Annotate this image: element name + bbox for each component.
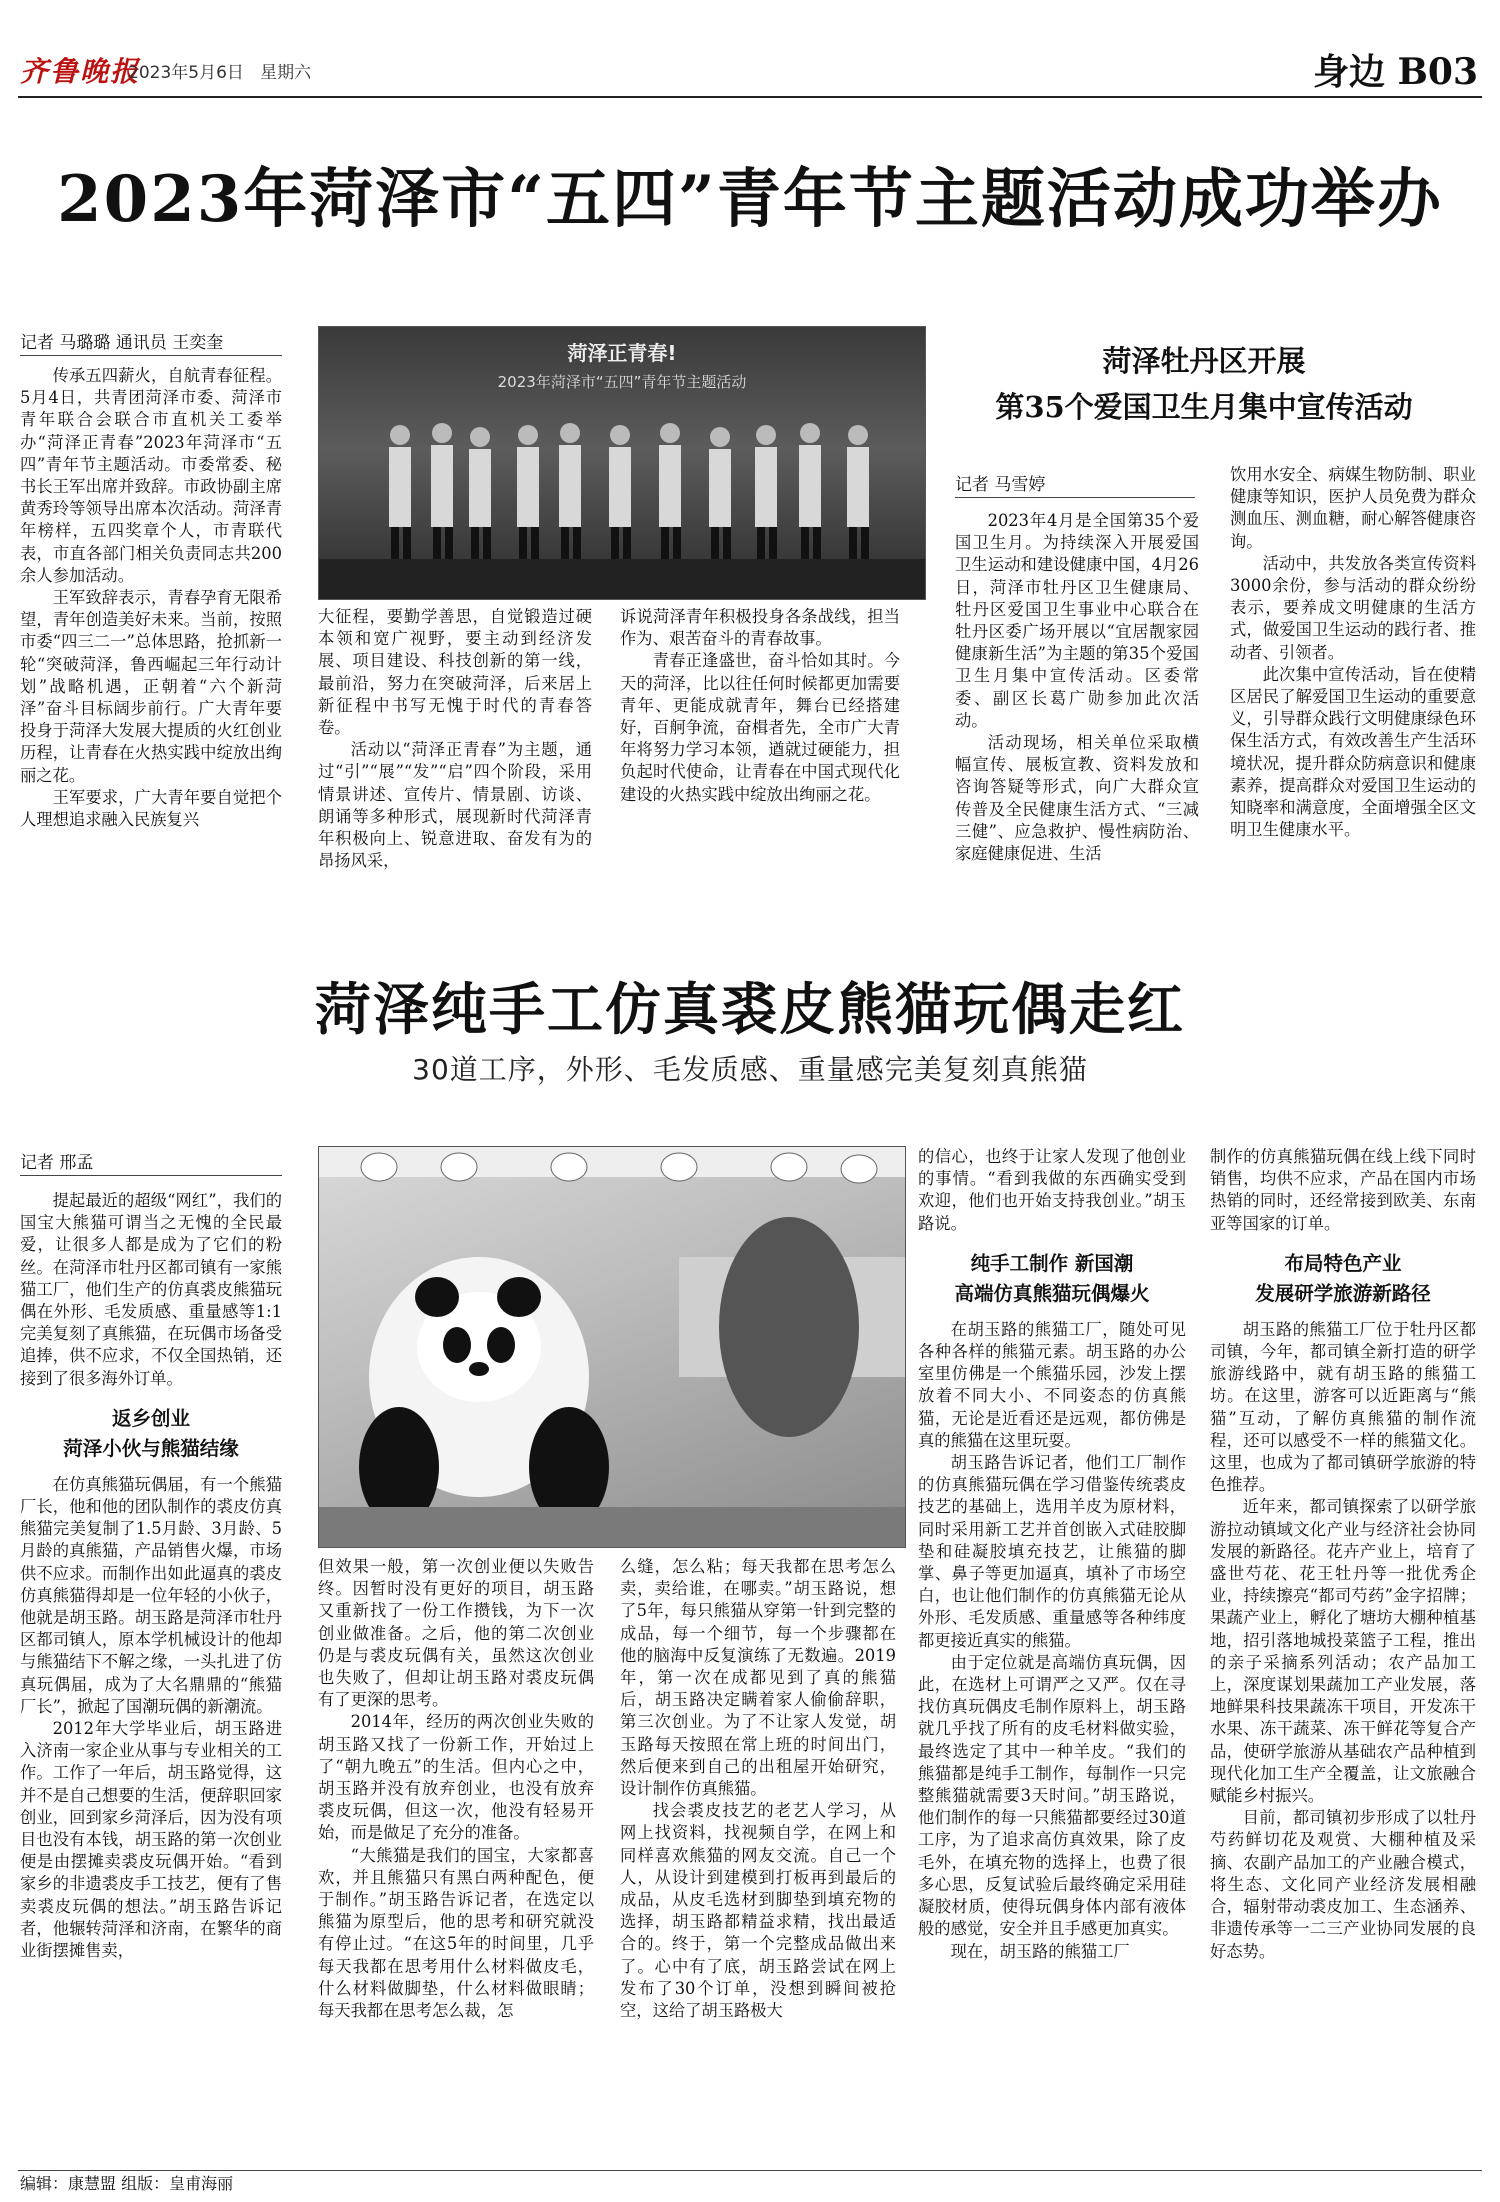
story1-column-2	[318, 606, 592, 872]
paragraph: 传承五四薪火，自航青春征程。5月4日，共青团菏泽市委、菏泽市青年联合会联合市直机关工委举办“菏泽正青春”2023年菏泽市“五四”青年节主题活动。市委常委、秘书长王军出席并致辞。市政协副主席黄秀玲等领导出席本次活动。菏泽青年榜样，五四奖章个人，市青联代表，市直各部门相关负责同志共200余人参加活动。	[20, 366, 282, 585]
date: 2023年5月6日	[128, 63, 244, 83]
panda-workshop-graphic	[319, 1147, 905, 1547]
paragraph: 诉说菏泽青年积极投身各条战线，担当作为、艰苦奋斗的青春故事。	[620, 607, 900, 649]
story1-headline: 2023年菏泽市“五四”青年节主题活动成功举办	[57, 162, 1443, 237]
paragraph: “大熊猫是我们的国宝，大家都喜欢，并且熊猫只有黑白两种配色，便于制作。”胡玉路告诉记者，在选定以熊猫为原型后，他的思考和研究就没有停止过。“在这5年的时间里，几乎每天我都在思考用什么材料做皮毛，什么材料做脚垫，什么材料做眼睛；每天我都在思考怎么裁，怎	[318, 1845, 594, 2021]
paragraph: 的信心，也终于让家人发现了他创业的事情。“看到我做的东西确实受到欢迎，他们也开始支持我创业。”胡玉路说。	[918, 1147, 1186, 1233]
paragraph: 胡玉路的熊猫工厂位于牡丹区都司镇，今年，都司镇全新打造的研学旅游线路中，就有胡玉路的熊猫工坊。在这里，游客可以近距离与“熊猫”互动，了解仿真熊猫的制作流程，还可以感受不一样的熊猫文化。这里，也成为了都司镇研学旅游的特色推荐。	[1210, 1319, 1476, 1495]
paragraph: 在胡玉路的熊猫工厂，随处可见各种各样的熊猫元素。胡玉路的办公室里仿佛是一个熊猫乐园，沙发上摆放着不同大小、不同姿态的仿真熊猫，无论是近看还是远观，都仿佛是真的熊猫在这里玩耍。	[918, 1319, 1186, 1450]
paragraph: 青春正逢盛世，奋斗恰如其时。今天的菏泽，比以往任何时候都更加需要青年、更能成就青年，舞台已经搭建好，百舸争流，奋楫者先，全市广大青年将努力学习本领，遒就过硬能力，担负起时代使命，让青春在中国式现代化建设的火热实践中绽放出绚丽之花。	[620, 651, 900, 804]
story3-column-1	[20, 1190, 282, 1962]
section-label: 身边 B03	[1312, 51, 1478, 93]
stage-people-graphic	[319, 327, 925, 599]
subhead-line: 发展研学旅游新路径	[1255, 1281, 1431, 1305]
paragraph: 在仿真熊猫玩偶届，有一个熊猫厂长，他和他的团队制作的裘皮仿真熊猫完美复制了1.5月龄、3月龄、5月龄的真熊猫，产品销售火爆，市场供不应求。而制作出如此逼真的裘皮仿真熊猫得却是一位年轻的小伙子，他就是胡玉路。胡玉路是菏泽市牡丹区都司镇人，原本学机械设计的他却与熊猫结下不解之缘，一头扎进了仿真玩偶届，成为了大名鼎鼎的“熊猫厂长”，掀起了国潮玩偶的新潮流。	[20, 1474, 282, 1716]
paragraph: 活动中，共发放各类宣传资料3000余份，参与活动的群众纷纷表示，要养成文明健康的生活方式，做爱国卫生运动的践行者、推动者、引领者。	[1230, 553, 1476, 662]
story1-column-1	[20, 365, 282, 831]
subhead-line: 布局特色产业	[1284, 1251, 1402, 1275]
weekday: 星期六	[260, 63, 312, 83]
photo-banner: 菏泽正青春!	[567, 341, 677, 365]
story1-column-3	[620, 606, 900, 806]
story1-byline: 记者 马璐璐 通讯员 王奕奎	[20, 328, 282, 356]
story3-column-2	[318, 1556, 594, 2022]
paragraph: 2012年大学毕业后，胡玉路进入济南一家企业从事与专业相关的工作。工作了一年后，胡玉路觉得，这并不是自己想要的生活，便辞职回家创业，回到家乡菏泽后，因为没有项目也没有本钱，胡玉路的第一次创业便是由摆摊卖裘皮玩偶开始。“看到家乡的非遗裘皮手工技艺，便有了售卖裘皮玩偶的想法。”胡玉路告诉记者，他辗转菏泽和济南，在繁华的商业街摆摊售卖，	[20, 1719, 282, 1961]
subhead-line: 菏泽小伙与熊猫结缘	[63, 1436, 239, 1460]
story3-column-4	[918, 1146, 1186, 1963]
paragraph: 2014年，经历的两次创业失败的胡玉路又找了一份新工作，开始过上了“朝九晚五”的生活。但内心之中，胡玉路并没有放弃创业，也没有放弃裘皮玩偶，但这一次，他没有轻易开始，而是做足了充分的准备。	[318, 1712, 594, 1843]
paragraph: 近年来，都司镇探索了以研学旅游拉动镇域文化产业与经济社会协同发展的新路径。花卉产业上，培育了盛世芍花、花王牡丹等一批优秀企业，持续擦亮“都司芍药”金字招牌；果蔬产业上，孵化了塘坊大棚种植基地，招引落地城投菜篮子工程，推出的亲子采摘系列活动；农产品加工上，深度谋划果蔬加工产业发展，落地鲜果科技果蔬冻干项目，开发冻干水果、冻干蔬菜、冻干鲜花等复合产品，使研学旅游从基础农产品种植到现代化加工生产全覆盖，让文旅融合赋能乡村振兴。	[1210, 1497, 1476, 1806]
masthead-rule	[18, 96, 1482, 98]
paragraph: 现在，胡玉路的熊猫工厂	[950, 1941, 1130, 1961]
paragraph: 王军致辞表示，青春孕育无限希望，青年创造美好未来。当前，按照市委“四三二一”总体思路，抢抓新一轮“突破菏泽，鲁西崛起三年行动计划”战略机遇，正朝着“六个新菏泽”奋斗目标阔步前行。广大青年要投身于菏泽大发展大提质的火红创业历程，让青春在火热实践中绽放出绚丽之花。	[20, 588, 282, 785]
subhead-handmade	[918, 1249, 1186, 1309]
story3-byline: 记者 邢孟	[20, 1148, 282, 1176]
subhead-study-tour	[1210, 1249, 1476, 1309]
story3-column-3	[620, 1556, 896, 2022]
subhead-line: 返乡创业	[111, 1406, 190, 1430]
story2-headline-line2: 第35个爱国卫生月集中宣传活动	[995, 390, 1413, 424]
story2-column-1	[955, 510, 1199, 865]
paragraph: 此次集中宣传活动，旨在使精区居民了解爱国卫生运动的重要意义，引导群众践行文明健康绿色环保生活方式，有效改善生产生活环境状况，提升群众防病意识和健康素养，提高群众对爱国卫生运动的知晓率和满意度，全面增强全区文明卫生健康水平。	[1230, 664, 1476, 840]
story2-headline-line1: 菏泽牡丹区开展	[1102, 344, 1306, 378]
footer-credits: 编辑：康慧盟 组版：皇甫海丽	[20, 2174, 234, 2193]
subhead-line: 纯手工制作 新国潮	[970, 1251, 1134, 1275]
paragraph: 大征程，要勤学善思，自觉锻造过硬本领和宽广视野，要主动到经济发展、项目建设、科技创新的第一线，最前沿，努力在突破菏泽，后来居上新征程中书写无愧于时代的青春答卷。	[318, 607, 592, 738]
paragraph: 由于定位就是高端仿真玩偶，因此，在选材上可谓严之又严。仅在寻找仿真玩偶皮毛制作原料上，胡玉路就几乎找了所有的皮毛材料做实验，最终选定了其中一种羊皮。“我们的熊猫都是纯手工制作，每制作一只完整熊猫就需要3天时间。”胡玉路说，他们制作的每一只熊猫都要经过30道工序，为了追求高仿真效果，除了皮毛外，在填充物的选择上，也费了很多心思，反复试验后最终确定采用硅凝胶材质，使得玩偶身体内部有液体般的感觉，安全并且手感更加真实。	[918, 1652, 1186, 1939]
dateline	[128, 58, 311, 83]
paragraph: 活动以“菏泽正青春”为主题，通过“引”“展”“发”“启”四个阶段，采用情景讲述、宣传片、情景剧、访谈、朗诵等多种形式，展现新时代菏泽青年积极向上、锐意进取、奋发有为的昂扬风采，	[318, 740, 592, 871]
story2-column-2	[1230, 464, 1476, 841]
story3-column-5	[1210, 1146, 1476, 1963]
paragraph: 王军要求，广大青年要自觉把个人理想追求融入民族复兴	[20, 787, 282, 830]
story3-headline: 菏泽纯手工仿真裘皮熊猫玩偶走红	[315, 977, 1185, 1043]
paragraph: 目前，都司镇初步形成了以牡丹芍药鲜切花及观赏、大棚种植及采摘、农副产品加工的产业融合模式，将生态、文化同产业经济发展相融合，辐射带动裘皮加工、生态涵养、非遗传承等一二三产业协同发展的良好态势。	[1210, 1808, 1476, 1961]
subhead-return-home	[20, 1404, 282, 1464]
story2-headline	[934, 338, 1474, 430]
photo-caption: 2023年菏泽市“五四”青年节主题活动	[497, 373, 747, 391]
story2-byline: 记者 马雪婷	[955, 470, 1195, 498]
paragraph: 饮用水安全、病媒生物防制、职业健康等知识，医护人员免费为群众测血压、测血糖，耐心解答健康咨询。	[1230, 465, 1476, 551]
story3-subheadline: 30道工序，外形、毛发质感、重量感完美复刻真熊猫	[412, 1053, 1088, 1086]
paragraph: 活动现场，相关单位采取横幅宣传、展板宣教、资料发放和咨询答疑等形式，向广大群众宣传普及全民健康生活方式、“三减三健”、应急救护、慢性病防治、家庭健康促进、生活	[955, 733, 1199, 864]
footer-rule	[18, 2170, 1482, 2171]
newspaper-logo: 齐鲁晚报	[20, 55, 141, 88]
paragraph: 但效果一般，第一次创业便以失败告终。因暂时没有更好的项目，胡玉路又重新找了一份工作攒钱，为下一次创业做准备。之后，他的第二次创业仍是与裘皮玩偶有关，虽然这次创业也失败了，但却让胡玉路对裘皮玩偶有了更深的思考。	[318, 1557, 594, 1710]
paragraph: 么缝，怎么粘；每天我都在思考怎么卖，卖给谁，在哪卖。”胡玉路说，想了5年，每只熊猫从穿第一针到完整的成品，每一个细节，每一个步骤都在他的脑海中反复演练了无数遍。2019年，第一次在成都见到了真的熊猫后，胡玉路决定瞒着家人偷偷辞职，第三次创业。为了不让家人发觉，胡玉路每天按照在常上班的时间出门，然后便来到自己的出租屋开始研究，设计制作仿真熊猫。	[620, 1557, 896, 1799]
paragraph: 2023年4月是全国第35个爱国卫生月。为持续深入开展爱国卫生运动和建设健康中国，4月26日，菏泽市牡丹区卫生健康局、牡丹区爱国卫生事业中心联合在牡丹区委广场开展以“宜居靓家园 健康新生活”为主题的第35个爱国卫生月集中宣传活动。区委常委、副区长葛广勋参加此次活动。	[955, 511, 1199, 730]
story1-photo	[318, 326, 926, 600]
paragraph: 找会裘皮技艺的老艺人学习，从网上找资料，找视频自学，在网上和同样喜欢熊猫的网友交流。自己一个人，从设计到建模到打板再到最后的成品，从皮毛选材到脚垫到填充物的选择，胡玉路都精益求精，找出最适合的。终于，第一个完整成品做出来了。心中有了底，胡玉路尝试在网上发布了30个订单，没想到瞬间被抢空，这给了胡玉路极大	[620, 1801, 896, 2021]
story3-photo	[318, 1146, 906, 1548]
paragraph: 制作的仿真熊猫玩偶在线上线下同时销售，均供不应求，产品在国内市场热销的同时，还经常接到欧美、东南亚等国家的订单。	[1210, 1147, 1476, 1233]
paragraph: 提起最近的超级“网红”，我们的国宝大熊猫可谓当之无愧的全民最爱，让很多人都是成为了它们的粉丝。在菏泽市牡丹区都司镇有一家熊猫工厂，他们生产的仿真裘皮熊猫玩偶在外形、毛发质感、重量感等1:1完美复刻了真熊猫，在玩偶市场备受追捧，供不应求，不仅全国热销，还接到了很多海外订单。	[20, 1191, 282, 1388]
paragraph: 胡玉路告诉记者，他们工厂制作的仿真熊猫玩偶在学习借鉴传统裘皮技艺的基础上，选用羊皮为原材料，同时采用新工艺并首创嵌入式硅胶脚垫和硅凝胶填充技艺，让熊猫的脚掌、鼻子等更加逼真，填补了市场空白，也让他们制作的仿真熊猫无论从外形、毛发质感、重量感等各种纬度都更接近真实的熊猫。	[918, 1453, 1186, 1650]
subhead-line: 高端仿真熊猫玩偶爆火	[954, 1281, 1150, 1305]
